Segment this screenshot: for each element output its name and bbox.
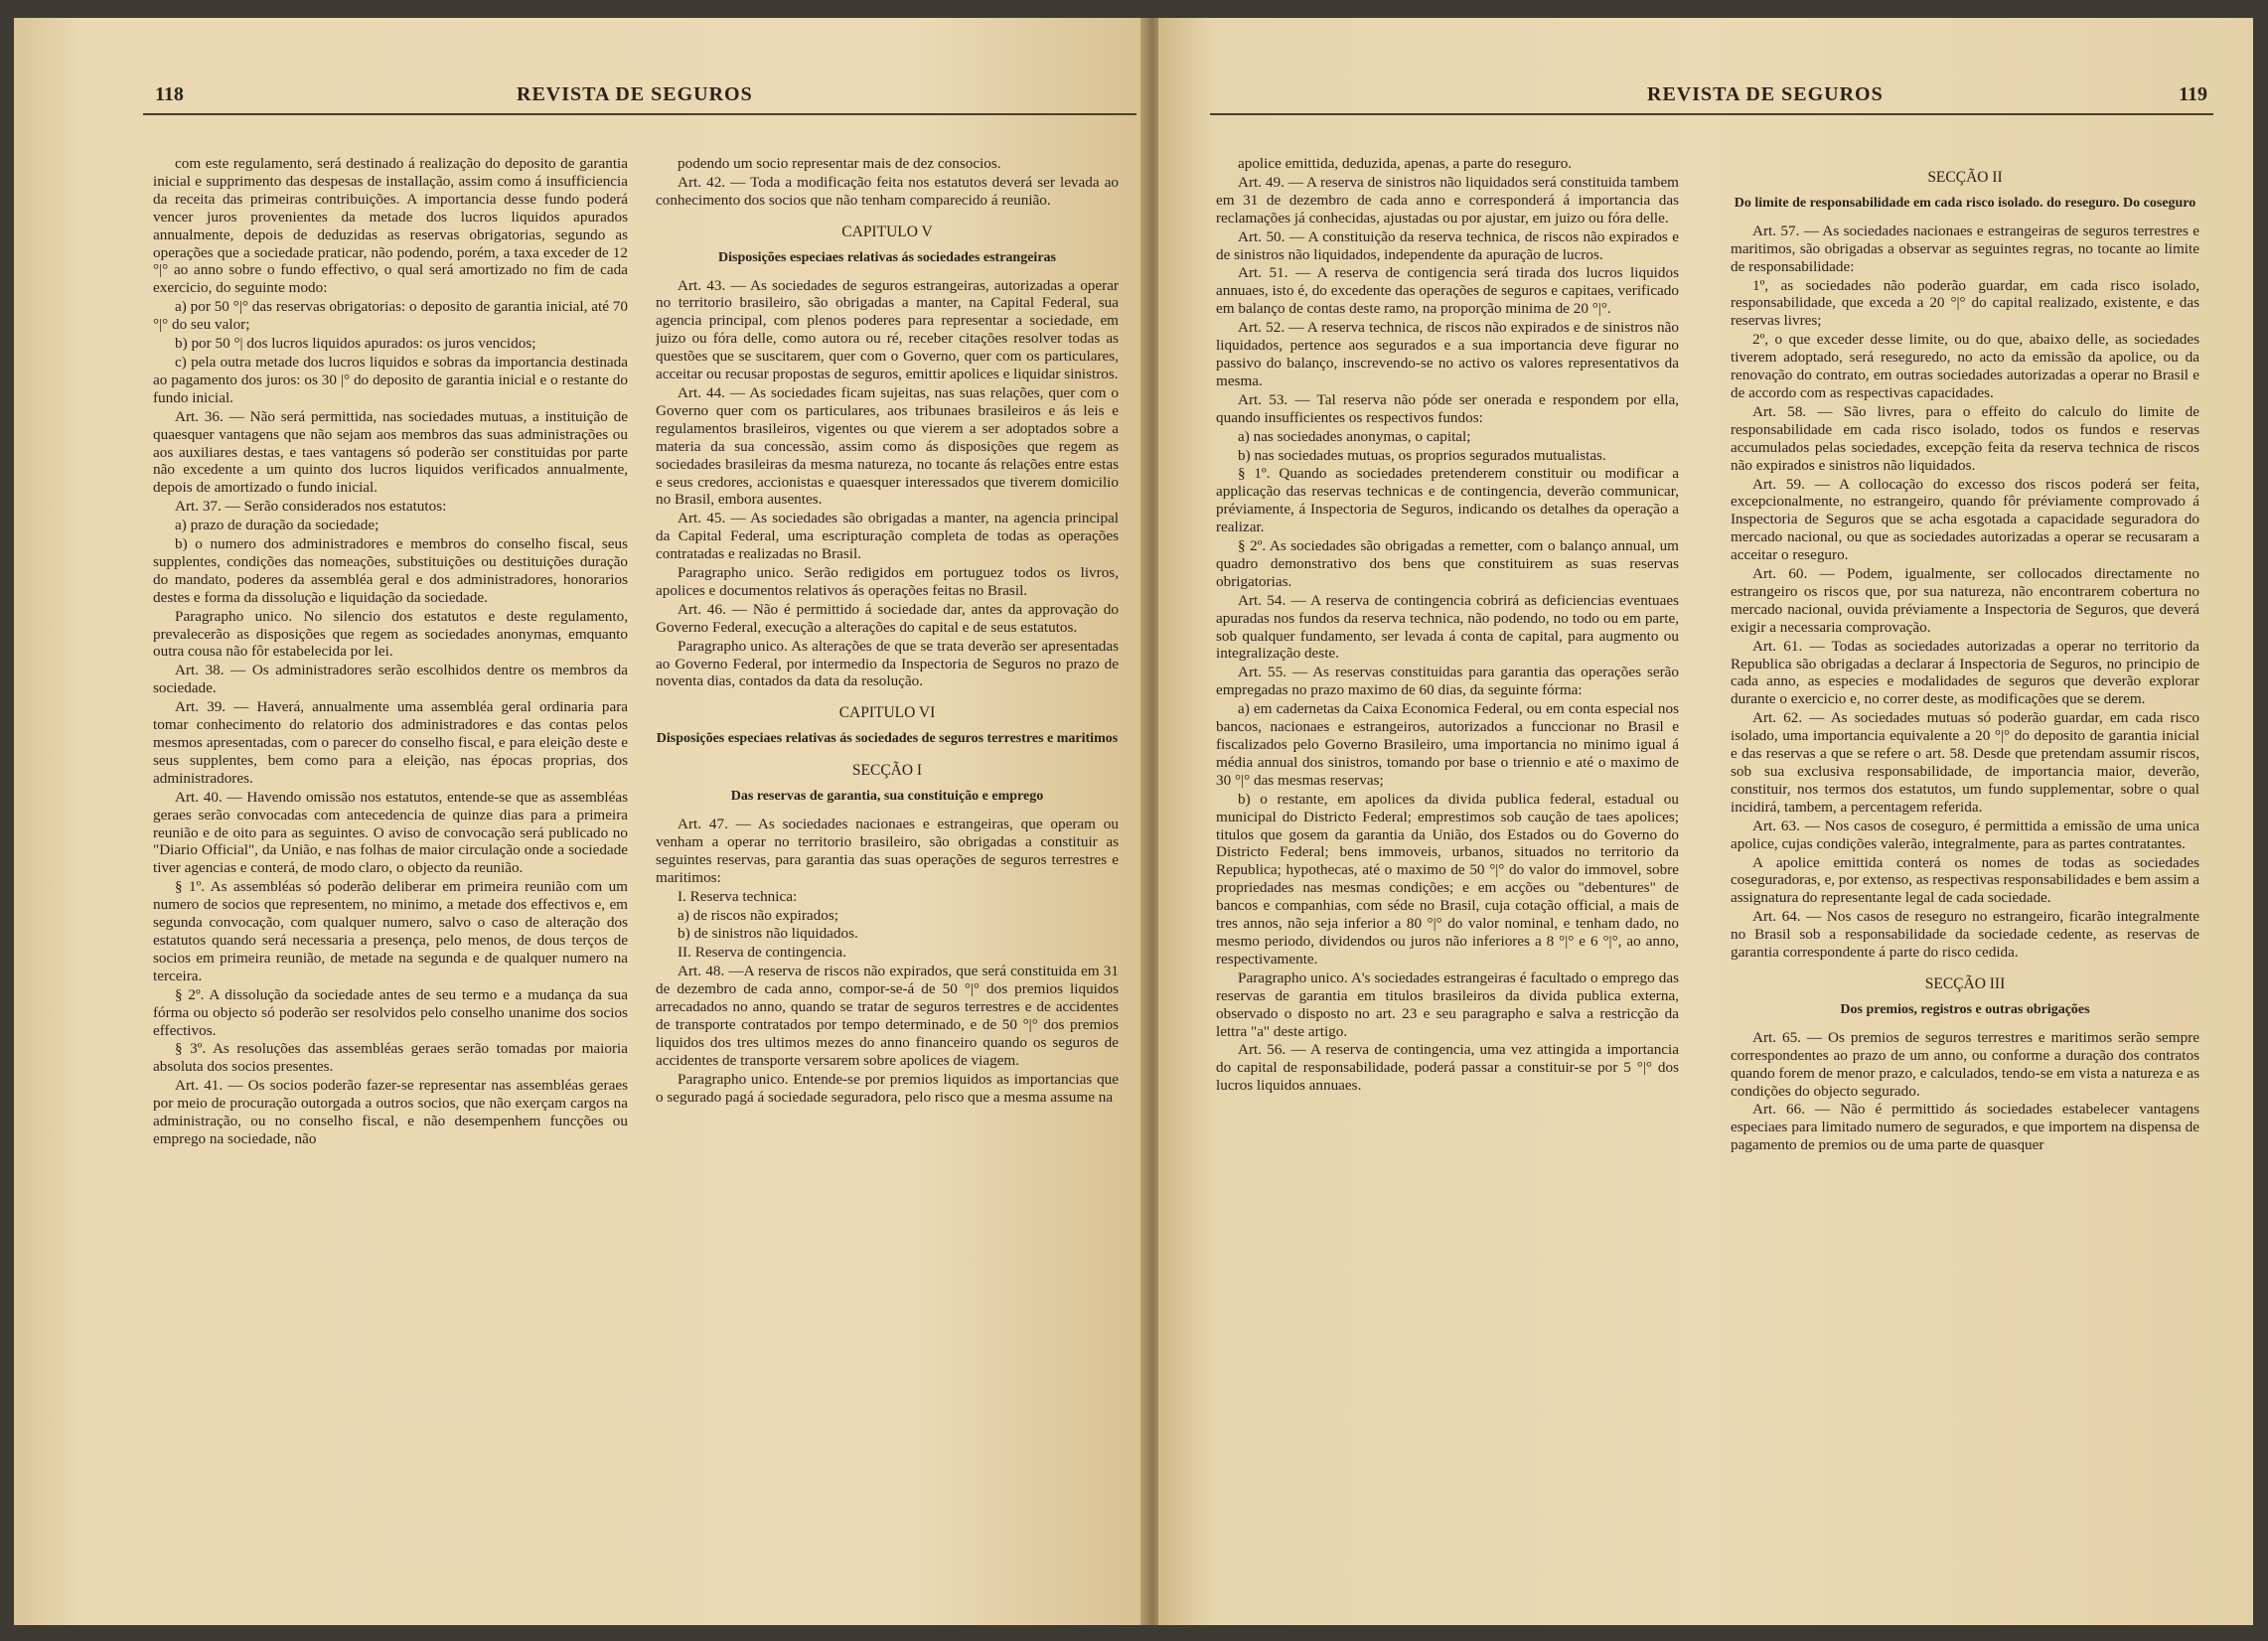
section-heading: SECÇÃO I: [851, 762, 923, 780]
paragraph: § 2º. A dissolução da sociedade antes de seu termo e a mudança da sua fórma ou objecto só poderão ser resolvidos pelo conselho unanime dos socios effectivos.: [153, 985, 628, 1039]
paragraph: § 1º. As assembléas só poderão deliberar em primeira reunião com um numero de socios que representem, no minimo, a metade dos effectivos e, em segunda convocação, com qualquer numero, salvo o caso de alteração dos estatutos quando será necessaria a presença, pelo menos, de dous terços de socios em primeira reunião, de metade na segunda e de qualquer numero na terceira.: [153, 878, 628, 984]
paragraph: a) prazo de duração da sociedade;: [175, 517, 379, 534]
paragraph: Paragrapho unico. No silencio dos estatutos e deste regulamento, prevalecerão as disposições que regem as sociedades anonymas, emquanto outra cousa não fôr estabelecida por lei.: [153, 607, 628, 661]
paragraph: Art. 54. — A reserva de contingencia cobrirá as deficiencias eventuaes apuradas nos fundos da reserva technica, não podendo, no todo ou em parte, sob qualquer fundamento, ser levada á conta de capital, para augmento ou integralização deste.: [1216, 591, 1679, 663]
section-heading: CAPITULO V: [841, 223, 933, 240]
paragraph: b) de sinistros não liquidados.: [678, 925, 858, 943]
paragraph: Art. 61. — Todas as sociedades autorizadas a operar no territorio da Republica são obrigadas a declarar á Inspectoria de Seguros, no principio de cada anno, as especies e modalidades de seguros que deverão explorar durante o exercicio e, no correr deste, as modificações que se derem.: [1731, 637, 2199, 708]
paragraph: a) em cadernetas da Caixa Economica Federal, ou em conta especial nos bancos, nacionaes e estrangeiros, autorizados a funccionar no Brasil e fiscalizados pelo Governo Brasileiro, uma importancia no minimo igual á média annual dos sinistros, tomando por base o triennio e até o maximo de 30 °|° das mesmas reservas;: [1216, 700, 1679, 789]
paragraph: Art. 53. — Tal reserva não póde ser onerada e respondem por ella, quando insufficientes os respectivos fundos:: [1216, 390, 1679, 426]
section-heading: CAPITULO VI: [838, 704, 936, 722]
paragraph: Art. 52. — A reserva technica, de riscos não expirados e de sinistros não liquidados, pertence aos segurados e a sua importancia deve figurar no passivo do balanço, inscrevendo-se no activo os valores representativos da mesma.: [1216, 319, 1679, 389]
paragraph: Art. 50. — A constituição da reserva technica, de riscos não expirados e de sinistros não liquidados, independente da apuração de lucros.: [1216, 227, 1679, 263]
right-page-number: 119: [2179, 83, 2207, 105]
section-heading: SECÇÃO III: [1924, 974, 2006, 992]
paragraph: Art. 59. — A collocação do excesso dos riscos poderá ser feita, excepcionalmente, no estrangeiro, quando fôr préviamente comprovado á Inspectoria de Seguros que se acha esgotada a capacidade seguradora do mercado nacional, ou que as sociedades autorizadas a operar se recusaram a acceitar o reseguro.: [1731, 475, 2199, 564]
paragraph: Art. 48. —A reserva de riscos não expirados, que será constituida em 31 de dezembro de cada anno, compor-se-á de 50 °|° dos premios liquidos arrecadados no anno, quando se tratar de seguros terrestres e de accidentes de transporte contratados por tempo determinado, e de 50 °|° dos premios liquidos dos tres ultimos mezes do anno financeiro quando os seguros de accidentes de transporte versarem sobre apolices de viagem.: [656, 963, 1119, 1069]
paragraph: b) o numero dos administradores e membros do conselho fiscal, seus supplentes, condições das nomeações, substituições ou destituições duração do mandato, poderes da assembléa geral e dos administradores, honorarios destes e forma da dissolução e liquidação da sociedade.: [153, 535, 628, 606]
paragraph: c) pela outra metade dos lucros liquidos e sobras da importancia destinada ao pagamento dos juros: os 30 |° do deposito de garantia inicial e o restante do fundo inicial.: [153, 353, 628, 406]
paragraph: Art. 36. — Não será permittida, nas sociedades mutuas, a instituição de quaesquer vantagens que não sejam aos membros das suas administrações ou aos auxiliares destas, e taes vantagens só poderão ser constituidas por parte não excedente a um quinto dos lucros liquidos verificados annualmente, depois de amortizado o fundo inicial.: [153, 407, 628, 497]
paragraph: Art. 51. — A reserva de contigencia será tirada dos lucros liquidos annuaes, isto é, do excedente das operações de seguros e capitaes, verificado em balanço de contas deste ramo, na proporção minima de 20 °|°.: [1216, 264, 1679, 318]
paragraph: Art. 56. — A reserva de contingencia, uma vez attingida a importancia do capital de responsabilidade, poderá passar a constituir-se por 5 °|° dos lucros liquidos annuaes.: [1216, 1041, 1679, 1095]
paragraph: Art. 47. — As sociedades nacionaes e estrangeiras, que operam ou venham a operar no territorio brasileiro, são obrigadas a constituir as seguintes reservas, para garantia das suas operações de seguros terrestres e maritimos:: [656, 816, 1119, 886]
paragraph: § 3º. As resoluções das assembléas geraes serão tomadas por maioria absoluta dos socios presentes.: [153, 1040, 628, 1076]
paragraph: Art. 38. — Os administradores serão escolhidos dentre os membros da sociedade.: [153, 662, 628, 697]
paragraph: Art. 46. — Não é permittido á sociedade dar, antes da approvação do Governo Federal, execução a alterações do capital e de seus estatutos.: [656, 600, 1119, 636]
paragraph: b) nas sociedades mutuas, os proprios segurados mutualistas.: [1238, 446, 1606, 464]
paragraph: § 1º. Quando as sociedades pretenderem constituir ou modificar a applicação das reservas technicas e de contingencia, deverão communicar, préviamente, á Inspectoria de Seguros, indicando os detalhes da operação a realizar.: [1216, 465, 1679, 536]
paragraph: podendo um socio representar mais de dez consocios.: [678, 155, 1001, 172]
paragraph: Art. 43. — As sociedades de seguros estrangeiras, autorizadas a operar no territorio brasileiro, são obrigadas a manter, na Capital Federal, sua agencia principal, com plenos poderes para representar a sociedade, em juizo ou fóra delle, como autora ou ré, receber citações resolver todas as questões que se suscitarem, quer com o Governo, quer com os particulares, acceitar ou recusar propostas de seguros, emittir apolices e liquidar sinistros.: [656, 276, 1119, 383]
paragraph: com este regulamento, será destinado á realização do deposito de garantia inicial e supprimento das despesas de installação, assim como á insufficiencia da receita das primeiras contribuições. A importancia desse fundo poderá vencer juros provenientes da metade dos lucros liquidos apurados annualmente, depois de deduzidas as reservas obrigatorias, segundo as operações que a sociedade praticar, não podendo, porém, a taxa exceder de 12 °|° ao anno sobre o fundo effectivo, o qual será amortizado no fim de cada exercicio, do seguinte modo:: [153, 155, 628, 297]
paragraph: Art. 63. — Nos casos de coseguro, é permittida a emissão de uma unica apolice, cujas condições valerão, integralmente, para as partes contratantes.: [1731, 817, 2199, 852]
left-running-title: REVISTA DE SEGUROS: [517, 83, 753, 105]
right-running-title: REVISTA DE SEGUROS: [1647, 83, 1884, 105]
paragraph: Art. 62. — As sociedades mutuas só poderão guardar, em cada risco isolado, uma importancia equivalente a 20 °|° do deposito de garantia inicial e das reservas a que se refere o art. 58. Desde que pretendam assumir riscos, sob sua exclusiva responsabilidade, de importancia maior, deverão, constituir, nos termos dos estatutos, um fundo supplementar, sobre o qual incidirá, tambem, a percentagem referida.: [1731, 709, 2199, 816]
paragraph: 1º, as sociedades não poderão guardar, em cada risco isolado, responsabilidade, que exceda a 20 °|° do capital realizado, existente, e das reservas livres;: [1731, 276, 2199, 330]
paragraph: Art. 44. — As sociedades ficam sujeitas, nas suas relações, quer com o Governo quer com os particulares, aos tribunaes brasileiros e ás leis e regulamentos brasileiros, vigentes ou que vierem a ser adoptados sobre a materia da sua concessão, assim como ás disposições que regem as sociedades brasileiras da mesma natureza, no tocante ás relações entre estas e seus credores, accionistas e quaesquer interessados que tiverem domicilio no Brasil, embora ausentes.: [656, 383, 1119, 509]
left-page-header: [143, 83, 1136, 115]
paragraph: b) o restante, em apolices da divida publica federal, estadual ou municipal do Districto Federal; emprestimos sob caução de taes apolices; titulos que gosem da garantia da União, dos Estados ou do Governo do Districto Federal; bens immoveis, urbanos, situados no territorio da Republica; hypothecas, até o maximo de 50 °|° do valor do immovel, sobre propriedades nas mesmas condições; e em acções ou "debentures" de bancos e companhias, com séde no Brasil, cuja cotação official, a mais de tres annos, não seja inferior a 80 °|° do valor nominal, e tenham dado, no mesmo periodo, dividendos ou juros não inferiores a 8 °|° e 6 °|°, ao anno, respectivamente.: [1216, 790, 1679, 968]
right-page-column-2: [1731, 155, 2199, 1625]
paragraph: Art. 45. — As sociedades são obrigadas a manter, na agencia principal da Capital Federal, uma escripturação completa de todas as operações contratadas e realizadas no Brasil.: [656, 510, 1119, 563]
paragraph: Art. 64. — Nos casos de reseguro no estrangeiro, ficarão integralmente no Brasil sob a responsabilidade da sociedade cedente, as reservas de garantia correspondente á parte do risco cedida.: [1731, 908, 2199, 962]
paragraph: II. Reserva de contingencia.: [678, 944, 846, 962]
paragraph: Art. 57. — As sociedades nacionaes e estrangeiras de seguros terrestres e maritimos, são obrigadas a observar as seguintes regras, no tocante ao limite de responsabilidade:: [1731, 222, 2199, 275]
section-subtitle: Dos premios, registros e outras obrigações: [1840, 1001, 2090, 1017]
paragraph: Paragrapho unico. Serão redigidos em portuguez todos os livros, apolices e documentos relativos ás operações feitas no Brasil.: [656, 564, 1119, 599]
paragraph: 2º, o que exceder desse limite, ou do que, abaixo delle, as sociedades tiverem adoptado, será reseguredo, no acto da emissão da apolice, ou da renovação do contrato, em outras sociedades autorizadas a operar no Brasil e de accordo com as respectivas capacidades.: [1731, 331, 2199, 401]
paragraph: apolice emittida, deduzida, apenas, a parte do reseguro.: [1238, 155, 1573, 172]
paragraph: a) por 50 °|° das reservas obrigatorias: o deposito de garantia inicial, até 70 °|° do seu valor;: [153, 298, 628, 334]
paragraph: a) nas sociedades anonymas, o capital;: [1238, 427, 1471, 445]
right-page-column-1: [1216, 155, 1679, 1625]
paragraph: § 2º. As sociedades são obrigadas a remetter, com o balanço annual, um quadro demonstrativo dos bens que constituirem as suas reservas obrigatorias.: [1216, 537, 1679, 590]
paragraph: Art. 55. — As reservas constituidas para garantia das operações serão empregadas no prazo maximo de 60 dias, da seguinte fórma:: [1216, 664, 1679, 699]
paragraph: Art. 40. — Havendo omissão nos estatutos, entende-se que as assembléas geraes serão convocadas com antecedencia de quinze dias para a primeira reunião e de oito para as seguintes. O aviso de convocação será publicado no "Diario Official", da União, e nas folhas de maior circulação onde a sociedade tiver agencias e conterá, de modo claro, o objecto da reunião.: [153, 788, 628, 877]
paragraph: A apolice emittida conterá os nomes de todas as sociedades coseguradoras, e, por extenso, as respectivas responsabilidades e bem assim a assignatura do representante legal de cada sociedade.: [1731, 853, 2199, 907]
section-heading: SECÇÃO II: [1927, 169, 2003, 186]
paragraph: Art. 65. — Os premios de seguros terrestres e maritimos serão sempre correspondentes ao prazo de um anno, ou conforme a duração dos contratos quando forem de menor prazo, e calculados, tendo-se em vista a natureza e as condições do objecto segurado.: [1731, 1028, 2199, 1100]
paragraph: I. Reserva technica:: [678, 887, 798, 905]
paragraph: Art. 39. — Haverá, annualmente uma assembléa geral ordinaria para tomar conhecimento do relatorio dos administradores e das contas pelos mesmos apresentadas, com o parecer do conselho fiscal, e para eleição deste e seus supplentes, bem como para a eleição, nas épocas proprias, dos administradores.: [153, 698, 628, 787]
section-subtitle: Disposições especiaes relativas ás sociedades estrangeiras: [718, 249, 1056, 265]
paragraph: Art. 60. — Podem, igualmente, ser collocados directamente no estrangeiro os riscos que, por sua natureza, não encontrarem cobertura no mercado nacional, ouvida préviamente a Inspectoria de Seguros, que deverá exigir a necessaria comprovação.: [1731, 565, 2199, 636]
left-page-column-1: [153, 155, 628, 1625]
right-page: [1158, 18, 2253, 1625]
left-page-number: 118: [155, 83, 184, 105]
paragraph: Art. 37. — Serão considerados nos estatutos:: [175, 498, 447, 516]
left-page-column-2: [656, 155, 1119, 1625]
section-subtitle: Disposições especiaes relativas ás sociedades de seguros terrestres e maritimos: [656, 731, 1119, 747]
paragraph: Paragrapho unico. Entende-se por premios liquidos as importancias que o segurado pagá á sociedade seguradora, pelo risco que a mesma assume na: [656, 1070, 1119, 1106]
paragraph: Art. 58. — São livres, para o effeito do calculo do limite de responsabilidade em cada risco isolado, todos os fundos e reservas accumulados pelas sociedades, excepção feita da reserva technica de riscos não expirados e sinistros não liquidados.: [1731, 402, 2199, 474]
section-subtitle: Das reservas de garantia, sua constituição e emprego: [730, 789, 1044, 805]
paragraph: Art. 41. — Os socios poderão fazer-se representar nas assembléas geraes por meio de procuração outorgada a outros socios, que não exerçam cargos na administração, ou no conselho fiscal, e não desempenhem funcções ou emprego na sociedade, não: [153, 1077, 628, 1147]
paragraph: Art. 42. — Toda a modificação feita nos estatutos deverá ser levada ao conhecimento dos socios que não tenham comparecido á reunião.: [656, 173, 1119, 209]
paragraph: Paragrapho unico. A's sociedades estrangeiras é facultado o emprego das reservas de garantia em titulos brasileiros da divida publica externa, observado o disposto no art. 23 e seu paragrapho e salva a restricção da lettra "a" deste artigo.: [1216, 969, 1679, 1040]
left-page: [14, 18, 1146, 1625]
paragraph: b) por 50 °| dos lucros liquidos apurados: os juros vencidos;: [175, 335, 536, 353]
paragraph: a) de riscos não expirados;: [678, 906, 838, 924]
paragraph: Art. 49. — A reserva de sinistros não liquidados será constituida tambem em 31 de dezembro de cada anno e corresponderá á importancia das reclamações já conhecidas, ajustadas ou por ajustar, em juizo ou fóra delle.: [1216, 173, 1679, 226]
section-subtitle: Do limite de responsabilidade em cada risco isolado. do reseguro. Do coseguro: [1734, 195, 2196, 211]
paragraph: Art. 66. — Não é permittido ás sociedades estabelecer vantagens especiaes para limitado numero de segurados, e que importem na dispensa de pagamento de premios ou de uma parte de quasquer: [1731, 1101, 2199, 1154]
right-page-header: [1210, 83, 2213, 115]
paragraph: Paragrapho unico. As alterações de que se trata deverão ser apresentadas ao Governo Federal, por intermedio da Inspectoria de Seguros no prazo de noventa dias, contados da data da resolução.: [656, 637, 1119, 690]
